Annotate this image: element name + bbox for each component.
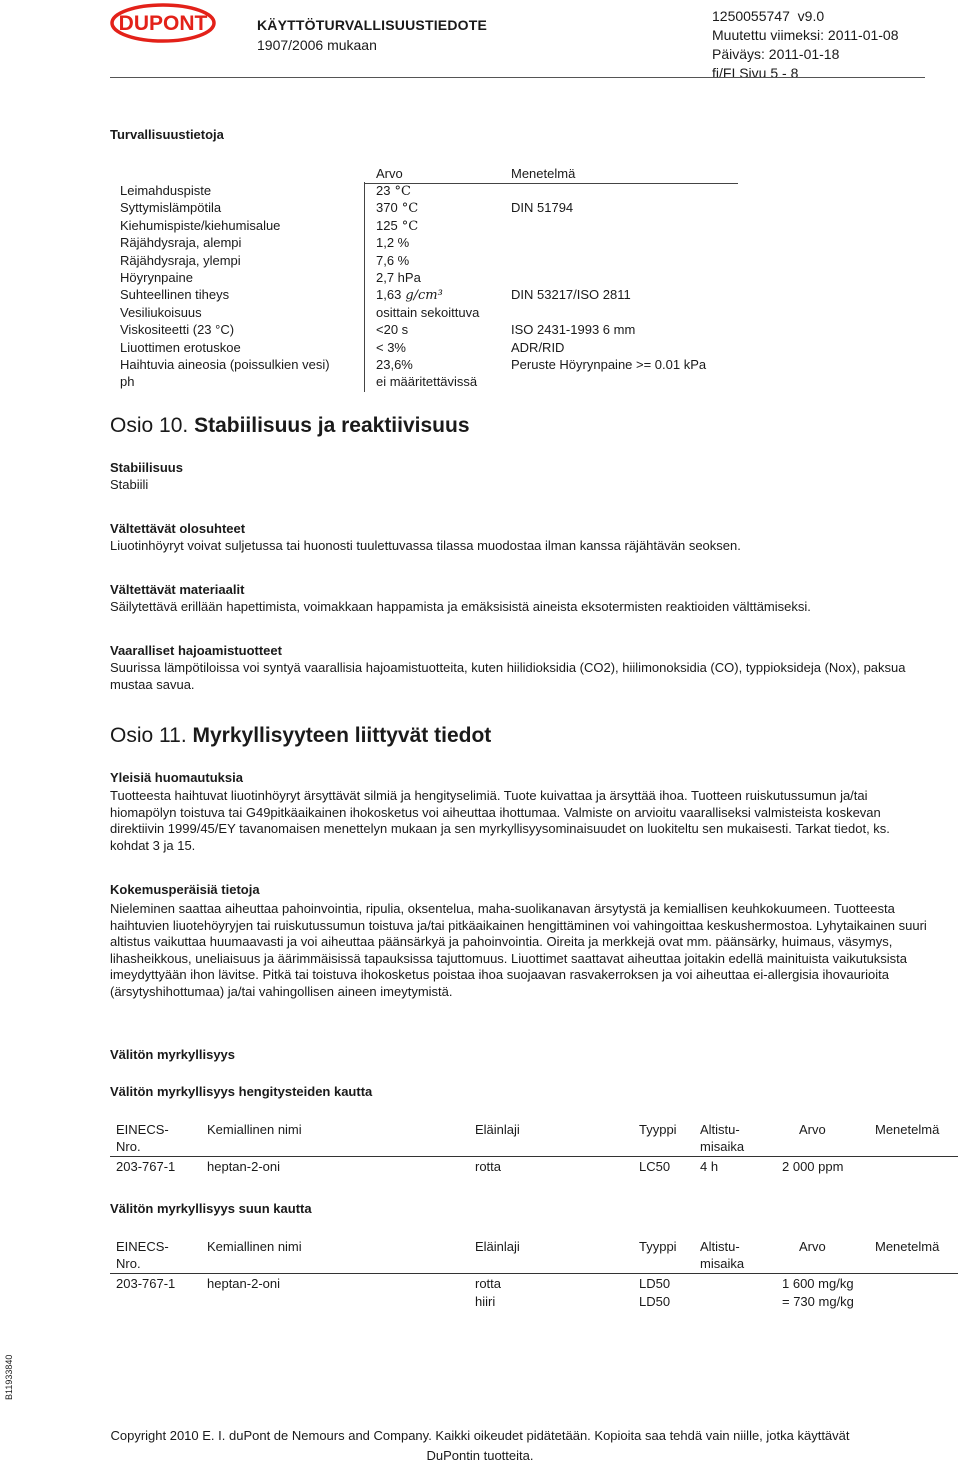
property-value — [376, 199, 418, 217]
property-value — [376, 217, 418, 235]
footer-copyright — [0, 1426, 960, 1466]
col-type: Tyyppi — [639, 1122, 677, 1137]
value-number: ei määritettävissä — [376, 374, 478, 390]
doc-id: 1250055747 — [712, 8, 790, 24]
doc-version: v9.0 — [797, 8, 825, 24]
section-10-heading — [110, 414, 470, 438]
col-einecs: EINECS- — [116, 1122, 169, 1137]
property-method: ADR/RID — [511, 339, 565, 355]
value-number: 1,63 — [376, 287, 402, 303]
property-value — [376, 252, 409, 269]
value-unit: °C — [394, 184, 411, 199]
cell-type: LD50 — [639, 1293, 671, 1309]
decomposition-heading: Vaaralliset hajoamistuotteet — [110, 643, 282, 658]
property-name: Viskositeetti (23 °C) — [120, 322, 235, 338]
cell-value: 1 600 mg/kg — [782, 1276, 854, 1291]
cell-einecs: 203-767-1 — [116, 1276, 176, 1291]
property-name: Höyrynpaine — [120, 270, 193, 285]
inhalation-heading: Välitön myrkyllisyys hengitysteiden kautta — [110, 1084, 373, 1099]
property-name: Räjähdysraja, ylempi — [120, 252, 241, 268]
section-10-number: Osio 10. — [110, 414, 189, 437]
property-name: Räjähdysraja, alempi — [120, 235, 242, 251]
col-value-header: Arvo — [376, 166, 403, 181]
property-value — [376, 304, 479, 321]
value-number: < 3% — [376, 339, 406, 355]
materials-heading: Vältettävät materiaalit — [110, 582, 245, 597]
section-11-number: Osio 11. — [110, 724, 187, 747]
cell-type: LD50 — [639, 1276, 671, 1291]
property-name: Syttymislämpötila — [120, 200, 222, 216]
col-einecs-nro: Nro. — [116, 1139, 141, 1154]
cell-value: = 730 mg/kg — [782, 1293, 854, 1309]
value-unit: °C — [401, 201, 419, 217]
value-number: 2,7 hPa — [376, 270, 421, 285]
cell-species: rotta — [475, 1159, 502, 1174]
property-value — [376, 182, 411, 200]
general-notes-text: Tuotteesta haihtuvat liuotinhöyryt ärsyttävät silmiä ja hengityselimiä. Tuote kuivattaa ja ärsyttää ihoa. Tuotteen ruiskutussumun ja/tai hiomapölyn toistuva tai G49pitkäaikainen ihokosketus voi aiheuttaa ihottumaa. Valmiste on arvioitu vaaralliseksi valmisteista koskevan direktiivin 1999/45/EY tavanomaisen menettelyn mukaan ja sen myrkyllisyysominaisuudet on luokiteltu sen mukaisesti. Tarkat tiedot, ks. kohdat 3 ja 15. — [110, 788, 890, 853]
property-name: Liuottimen erotuskoe — [120, 339, 241, 355]
property-method: Peruste Höyrynpaine >= 0.01 kPa — [511, 357, 707, 372]
property-method: ISO 2431-1993 6 mm — [511, 322, 636, 338]
value-number: 125 — [376, 217, 398, 233]
col-exposure: Altistu- — [700, 1122, 740, 1137]
value-unit: g/cm³ — [405, 288, 443, 304]
cell-species: rotta — [475, 1276, 502, 1291]
stability-heading: Stabiilisuus — [110, 460, 183, 475]
value-number: 7,6 % — [376, 252, 410, 268]
property-name: Haihtuvia aineosia (poissulkien vesi) — [120, 357, 330, 372]
col-einecs-nro: Nro. — [116, 1256, 141, 1271]
col-value: Arvo — [799, 1239, 826, 1254]
property-name: Kiehumispiste/kiehumisalue — [120, 217, 281, 233]
col-value: Arvo — [799, 1122, 826, 1137]
section-10-title: Stabiilisuus ja reaktiivisuus — [194, 414, 470, 437]
header-rule — [110, 77, 925, 78]
materials-text: Säilytettävä erillään hapettimista, voimakkaan happamista ja emäksisistä aineista eksotermisten reaktioiden välttämiseksi. — [110, 599, 811, 614]
col-chemical-name: Kemiallinen nimi — [207, 1239, 302, 1254]
property-method: DIN 53217/ISO 2811 — [511, 287, 631, 303]
dupont-logo — [110, 3, 216, 43]
col-species: Eläinlaji — [475, 1239, 520, 1254]
table-rule — [110, 1156, 958, 1157]
general-notes-heading: Yleisiä huomautuksia — [110, 770, 243, 785]
value-number: <20 s — [376, 322, 409, 338]
property-value — [376, 356, 413, 373]
property-value — [376, 321, 408, 338]
cell-name: heptan-2-oni — [207, 1159, 280, 1174]
oral-heading: Välitön myrkyllisyys suun kautta — [110, 1201, 312, 1216]
document-meta — [712, 7, 899, 83]
decomposition-text: Suurissa lämpötiloissa voi syntyä vaarallisia hajoamistuotteita, kuten hiilidioksidia (CO2), hiilimonoksidia (CO), typpioksideja (Nox), paksua mustaa savua. — [110, 660, 906, 692]
footer-line-2: DuPontin tuotteita. — [426, 1448, 534, 1463]
issue-date: Päiväys: 2011-01-18 — [712, 46, 840, 62]
document-regulation: 1907/2006 mukaan — [257, 37, 377, 53]
conditions-text: Liuotinhöyryt voivat suljetussa tai huonosti tuulettuvassa tilassa muodostaa ilman kanssa räjähtävän seoksen. — [110, 538, 741, 553]
modified-date: Muutettu viimeksi: 2011-01-08 — [712, 27, 899, 43]
col-method: Menetelmä — [875, 1239, 940, 1254]
value-number: osittain sekoittuva — [376, 304, 480, 320]
value-unit: °C — [401, 218, 419, 234]
property-name: Suhteellinen tiheys — [120, 287, 230, 303]
col-chemical-name: Kemiallinen nimi — [207, 1122, 302, 1137]
document-title: KÄYTTÖTURVALLISUUSTIEDOTE — [257, 17, 488, 33]
property-name: Vesiliukoisuus — [120, 304, 202, 320]
property-value — [376, 269, 421, 286]
property-value — [376, 339, 406, 356]
property-value — [376, 286, 443, 304]
logo-text: DUPONT — [118, 12, 208, 35]
page-number: fi/FI Sivu 5 - 8 — [712, 65, 799, 81]
property-value — [376, 373, 477, 390]
cell-species: hiiri — [475, 1293, 496, 1309]
col-exposure-time: misaika — [700, 1256, 745, 1271]
cell-einecs: 203-767-1 — [116, 1159, 176, 1174]
table-divider — [364, 182, 365, 392]
col-species: Eläinlaji — [475, 1122, 520, 1137]
value-number: 23 — [376, 183, 391, 198]
experience-text: Nieleminen saattaa aiheuttaa pahoinvointia, ripulia, oksentelua, maha-suolikanavan ärsytystä ja kemiallisen keuhkokuumeen. Tuotteesta haihtuvien liuotehöyryjen tai ruiskutussumun toistuva ja/tai pitkäaikainen hengittäminen voi vahingoittaa keskushermostoa. Lyhytaikainen suuri altistus vaikuttaa huumaavasti ja voi aiheuttaa päänsärkyä ja pahoinvointia. Oireita ja merkkejä ovat mm. päänsärky, huimaus, väsymys, lihasheikkous, uneliaisuus ja äärimmäisissä tapauksissa tajuttomuus. Liuottimet saattavat aiheuttaa joitakin edellä mainituista vaikutuksista imeydyttyään ihon lävitse. Pitkä tai toistuva ihokosketus poistaa ihoa suojaavan rasvakerroksen ja voi aiheuttaa ei-allergisia ihovaurioita (ärsytyshihottumaa) ja/tai vahingollisen aineen imeytymistä. — [110, 901, 927, 999]
table-rule — [110, 1273, 958, 1274]
cell-value: 2 000 ppm — [782, 1159, 844, 1174]
footer-line-1: Copyright 2010 E. I. duPont de Nemours and Company. Kaikki oikeudet pidätetään. Kopioita saa tehdä vain niille, jotka käyttävät — [110, 1428, 850, 1443]
acute-toxicity-heading: Välitön myrkyllisyys — [110, 1047, 236, 1062]
value-number: 370 — [376, 200, 398, 216]
col-einecs: EINECS- — [116, 1239, 169, 1254]
property-value — [376, 234, 409, 251]
col-exposure: Altistu- — [700, 1239, 740, 1254]
property-name: Leimahduspiste — [120, 183, 212, 198]
col-method-header: Menetelmä — [511, 166, 576, 181]
col-exposure-time: misaika — [700, 1139, 745, 1154]
col-method: Menetelmä — [875, 1122, 940, 1137]
document-code: B11933840 — [4, 1354, 14, 1400]
value-number: 23,6% — [376, 357, 413, 372]
value-number: 1,2 % — [376, 235, 410, 251]
section-11-heading — [110, 724, 491, 748]
col-type: Tyyppi — [639, 1239, 677, 1254]
property-name: ph — [120, 374, 135, 390]
conditions-heading: Vältettävät olosuhteet — [110, 521, 246, 536]
property-method: DIN 51794 — [511, 200, 574, 216]
cell-time: 4 h — [700, 1159, 719, 1174]
cell-name: heptan-2-oni — [207, 1276, 280, 1291]
experience-heading: Kokemusperäisiä tietoja — [110, 882, 260, 897]
section-11-title: Myrkyllisyyteen liittyvät tiedot — [192, 724, 492, 747]
safety-info-heading: Turvallisuustietoja — [110, 127, 224, 142]
cell-type: LC50 — [639, 1159, 671, 1174]
table-rule — [364, 183, 738, 184]
stability-text: Stabiili — [110, 477, 149, 492]
